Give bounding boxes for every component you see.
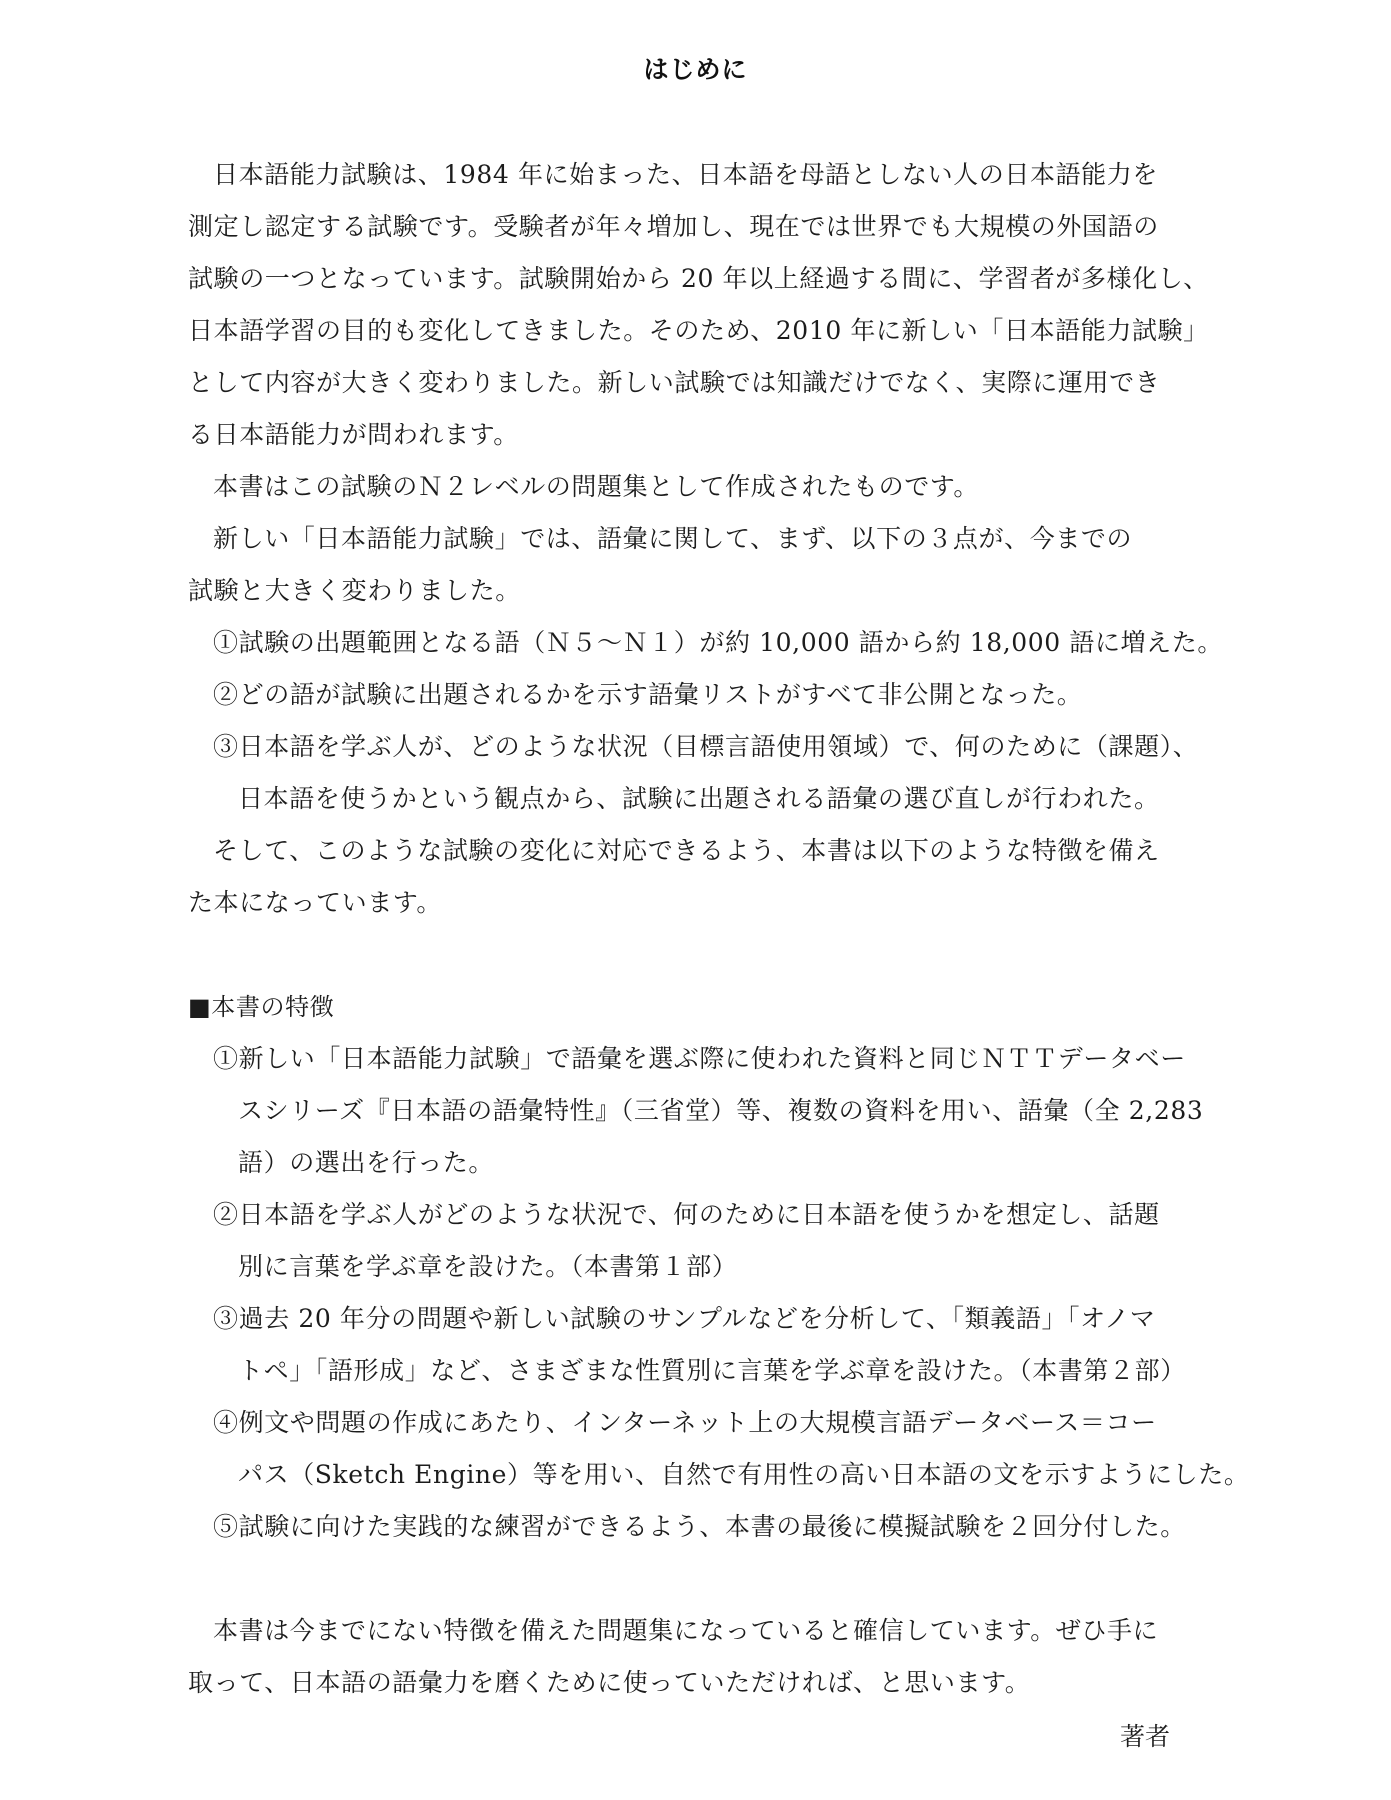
feature-item-2-cont: 別に言葉を学ぶ章を設けた。（本書第１部）: [238, 1252, 738, 1281]
feature-item-5: ⑤試験に向けた実践的な練習ができるよう、本書の最後に模擬試験を２回分付した。: [213, 1512, 1186, 1541]
feature-item-3-cont: トペ」「語形成」など、さまざまな性質別に言葉を学ぶ章を設けた。（本書第２部）: [238, 1356, 1186, 1385]
page-title: はじめに: [643, 55, 748, 84]
features-heading: ■本書の特徴: [188, 993, 335, 1021]
author-signature: 著者: [1120, 1722, 1171, 1751]
intro-line: 本書はこの試験のＮ２レベルの問題集として作成されたものです。: [213, 472, 980, 501]
change-item-3-cont: 日本語を使うかという観点から、試験に出題される語彙の選び直しが行われた。: [238, 784, 1160, 813]
feature-item-3: ③過去 20 年分の問題や新しい試験のサンプルなどを分析して、「類義語」「オノマ: [213, 1304, 1156, 1333]
change-item-2: ②どの語が試験に出題されるかを示す語彙リストがすべて非公開となった。: [213, 680, 1083, 709]
transition-line: そして、このような試験の変化に対応できるよう、本書は以下のような特徴を備え: [213, 836, 1160, 865]
change-item-1: ①試験の出題範囲となる語（Ｎ５〜Ｎ１）が約 10,000 語から約 18,000 語に増えた。: [213, 628, 1223, 657]
transition-line: た本になっています。: [188, 888, 443, 917]
feature-item-4-cont: パス（Sketch Engine）等を用い、自然で有用性の高い日本語の文を示すようにした。: [238, 1460, 1250, 1489]
intro-line: 日本語能力試験は、1984 年に始まった、日本語を母語としない人の日本語能力を: [213, 160, 1158, 189]
change-item-3: ③日本語を学ぶ人が、どのような状況（目標言語使用領域）で、何のために（課題）、: [213, 732, 1199, 761]
closing-line: 取って、日本語の語彙力を磨くために使っていただければ、と思います。: [188, 1668, 1031, 1697]
intro-line: 試験の一つとなっています。試験開始から 20 年以上経過する間に、学習者が多様化し、: [188, 264, 1209, 293]
intro-line: 新しい「日本語能力試験」では、語彙に関して、まず、以下の３点が、今までの: [213, 524, 1133, 553]
closing-line: 本書は今までにない特徴を備えた問題集になっていると確信しています。ぜひ手に: [213, 1616, 1159, 1645]
intro-line: 試験と大きく変わりました。: [188, 576, 521, 605]
feature-item-1: ①新しい「日本語能力試験」で語彙を選ぶ際に使われた資料と同じＮＴＴデータベー: [213, 1044, 1186, 1073]
feature-item-2: ②日本語を学ぶ人がどのような状況で、何のために日本語を使うかを想定し、話題: [213, 1200, 1160, 1229]
intro-line: る日本語能力が問われます。: [188, 420, 519, 449]
feature-item-4: ④例文や問題の作成にあたり、インターネット上の大規模言語データベース＝コー: [213, 1408, 1157, 1437]
intro-line: として内容が大きく変わりました。新しい試験では知識だけでなく、実際に運用でき: [188, 368, 1161, 397]
feature-item-1-cont: 語）の選出を行った。: [238, 1148, 495, 1177]
feature-item-1-cont: スシリーズ『日本語の語彙特性』（三省堂）等、複数の資料を用い、語彙（全 2,283: [238, 1096, 1204, 1125]
intro-line: 日本語学習の目的も変化してきました。そのため、2010 年に新しい「日本語能力試験」: [188, 316, 1209, 345]
intro-line: 測定し認定する試験です。受験者が年々増加し、現在では世界でも大規模の外国語の: [188, 212, 1159, 241]
